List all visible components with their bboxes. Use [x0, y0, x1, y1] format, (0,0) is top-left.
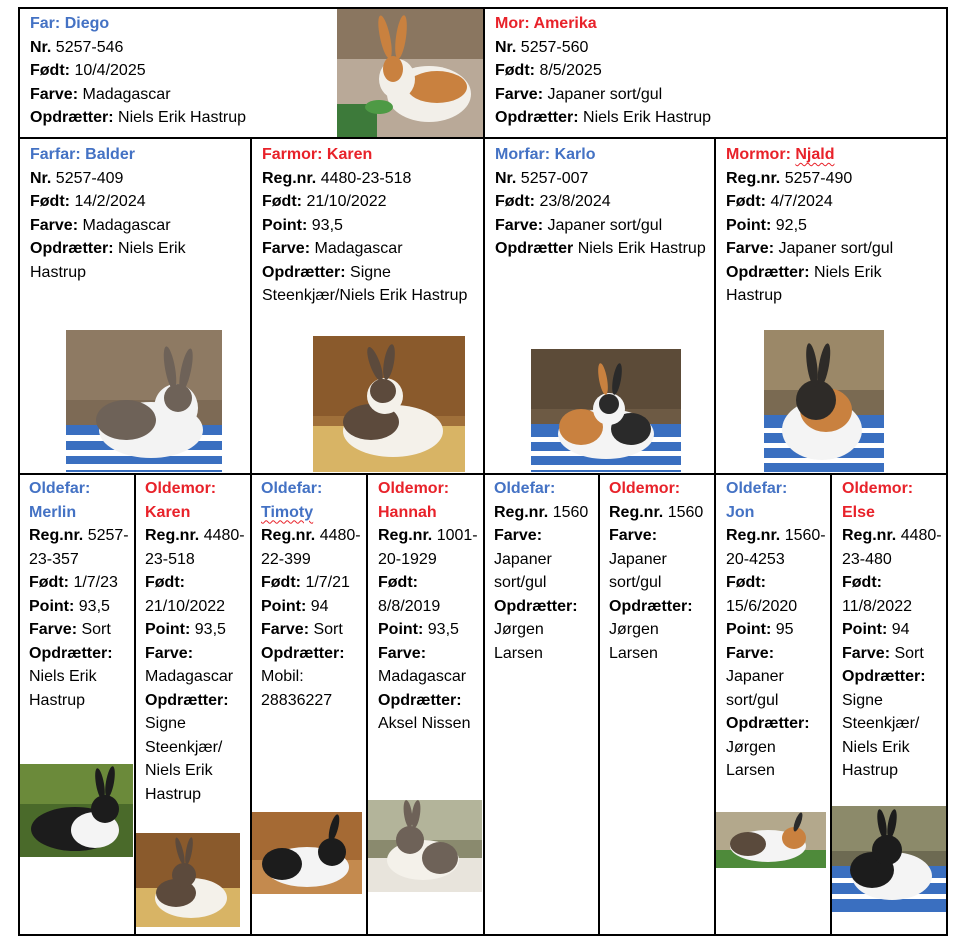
grandparent-card-mormor: [726, 143, 942, 308]
field-born: Født: 21/10/2022: [145, 574, 226, 615]
card-title: Mormor: Njald: [726, 146, 835, 163]
card-title: Oldefar: Jon: [726, 480, 788, 521]
grandparent-card-farmor: [262, 143, 476, 308]
ggp-card-jon: [726, 477, 828, 783]
ggp-card-oldefar-1560: [494, 477, 596, 665]
field-color: Farve: Sort: [842, 644, 924, 662]
field-breeder: Opdrætter: Signe Steenkjær/Niels Erik Hastrup: [262, 263, 468, 304]
field-born: Født: 10/4/2025: [30, 62, 146, 79]
field-born: Født: 8/8/2019: [378, 574, 441, 615]
field-points: Point: 93,5: [378, 621, 459, 638]
field-color: Farve: Japaner sort/gul: [495, 216, 663, 234]
field-breeder: Opdrætter: Jørgen Larsen: [494, 597, 578, 662]
field-breeder: Opdrætter: Jørgen Larsen: [726, 715, 810, 779]
grandparent-card-morfar: [495, 143, 707, 261]
field-born: Født: 21/10/2022: [262, 193, 387, 210]
field-points: Point: 93,5: [262, 216, 343, 234]
ggp-card-karen: [145, 477, 247, 806]
field-color: Farve: Madagascar: [30, 85, 171, 103]
field-regnr: Reg.nr. 5257-23-357: [29, 527, 129, 568]
card-title: Oldefar:: [494, 480, 556, 497]
field-color: Farve: Madagascar: [262, 240, 403, 257]
field-points: Point: 94: [842, 621, 910, 638]
field-color: Farve: Madagascar: [30, 216, 171, 234]
field-breeder: Opdrætter: Aksel Nissen: [378, 691, 471, 732]
field-breeder: Opdrætter: Niels Erik Hastrup: [726, 263, 882, 304]
field-color: Farve: Japaner sort/gul: [495, 85, 663, 103]
field-regnr: Reg.nr. 1560: [609, 503, 704, 521]
field-nr: Nr. 5257-546: [30, 38, 124, 56]
ggp-card-merlin: [29, 477, 131, 712]
field-regnr: Reg.nr. 1560-20-4253: [726, 527, 826, 568]
card-title: Oldemor:: [609, 480, 681, 497]
card-title: Far: Diego: [30, 15, 110, 32]
card-title: Oldemor: Karen: [145, 480, 217, 521]
field-born: Født: 14/2/2024: [30, 193, 146, 210]
field-points: Point: 94: [261, 597, 329, 615]
card-title: Farmor: Karen: [262, 146, 373, 163]
field-born: Født: 11/8/2022: [842, 574, 912, 615]
rabbit-photo-karen: [313, 336, 465, 472]
parent-card-far: [30, 12, 330, 130]
rabbit-photo-karen-old: [136, 833, 240, 927]
field-regnr: Reg.nr. 4480-22-399: [261, 527, 361, 568]
field-regnr: Reg.nr. 5257-490: [726, 169, 853, 187]
field-nr: Nr. 5257-007: [495, 169, 589, 187]
field-breeder: Opdrætter: Jørgen Larsen: [609, 597, 693, 662]
grid-col-center: [483, 7, 485, 936]
field-regnr: Reg.nr. 1560: [494, 503, 589, 521]
field-breeder: Opdrætter: Niels Erik Hastrup: [30, 240, 186, 281]
field-color: Farve: Japaner sort/gul: [726, 644, 784, 709]
field-breeder: Opdrætter: Niels Erik Hastrup: [30, 109, 247, 126]
card-title: Oldemor: Hannah: [378, 480, 450, 521]
rabbit-photo-jon: [716, 812, 826, 868]
card-title: Oldefar: Timoty: [261, 480, 323, 521]
field-born: Født: 1/7/21: [261, 574, 350, 591]
field-regnr: Reg.nr. 1001-20-1929: [378, 527, 478, 568]
field-born: Født: 4/7/2024: [726, 193, 833, 210]
field-regnr: Reg.nr. 4480-23-518: [262, 169, 412, 187]
parent-card-mor: [495, 12, 935, 130]
field-nr: Nr. 5257-409: [30, 169, 124, 187]
field-breeder: Opdrætter: Signe Steenkjær/ Niels Erik Hastrup: [145, 691, 229, 803]
field-points: Point: 92,5: [726, 216, 807, 234]
field-color: Farve: Japaner sort/gul: [609, 527, 667, 591]
rabbit-photo-merlin: [20, 764, 133, 857]
grandparent-card-farfar: [30, 143, 240, 284]
card-title: Oldefar: Merlin: [29, 480, 91, 521]
field-color: Farve: Japaner sort/gul: [726, 240, 894, 257]
ggp-card-oldemor-1560: [609, 477, 711, 665]
field-regnr: Reg.nr. 4480-23-480: [842, 527, 942, 568]
ggp-card-hannah: [378, 477, 480, 736]
field-color: Farve: Madagascar: [145, 644, 234, 685]
field-born: Født: 1/7/23: [29, 574, 118, 591]
card-title: Morfar: Karlo: [495, 146, 596, 163]
field-color: Farve: Japaner sort/gul: [494, 527, 552, 591]
field-born: Født: 15/6/2020: [726, 574, 798, 615]
field-color: Farve: Madagascar: [378, 644, 467, 685]
rabbit-photo-karlo: [531, 349, 681, 472]
grid-border-right: [946, 7, 948, 936]
field-regnr: Reg.nr. 4480-23-518: [145, 527, 245, 568]
rabbit-photo-njald: [764, 330, 884, 472]
field-breeder: Opdrætter: Niels Erik Hastrup: [29, 644, 113, 709]
field-color: Farve: Sort: [261, 621, 343, 638]
field-born: Født: 8/5/2025: [495, 62, 602, 79]
field-breeder: Opdrætter: Mobil: 28836227: [261, 644, 345, 709]
field-breeder: Opdrætter: Niels Erik Hastrup: [495, 109, 712, 126]
field-born: Født: 23/8/2024: [495, 193, 611, 210]
ggp-card-else: [842, 477, 944, 783]
rabbit-photo-else: [832, 806, 946, 912]
card-title: Mor: Amerika: [495, 15, 597, 32]
rabbit-photo-balder: [66, 330, 222, 472]
field-nr: Nr. 5257-560: [495, 38, 589, 56]
grid-col-eighth-5: [598, 473, 600, 936]
card-title: Oldemor: Else: [842, 480, 914, 521]
field-points: Point: 95: [726, 621, 794, 638]
rabbit-photo-diego: [337, 9, 483, 137]
field-points: Point: 93,5: [145, 621, 226, 638]
rabbit-photo-hannah: [368, 800, 482, 892]
field-breeder: Opdrætter Niels Erik Hastrup: [495, 240, 706, 257]
rabbit-photo-timoty: [252, 812, 362, 894]
card-title: Farfar: Balder: [30, 146, 135, 163]
ggp-card-timoty: [261, 477, 363, 712]
field-breeder: Opdrætter: Signe Steenkjær/ Niels Erik Hastrup: [842, 668, 926, 779]
field-points: Point: 93,5: [29, 597, 110, 615]
field-color: Farve: Sort: [29, 621, 111, 638]
